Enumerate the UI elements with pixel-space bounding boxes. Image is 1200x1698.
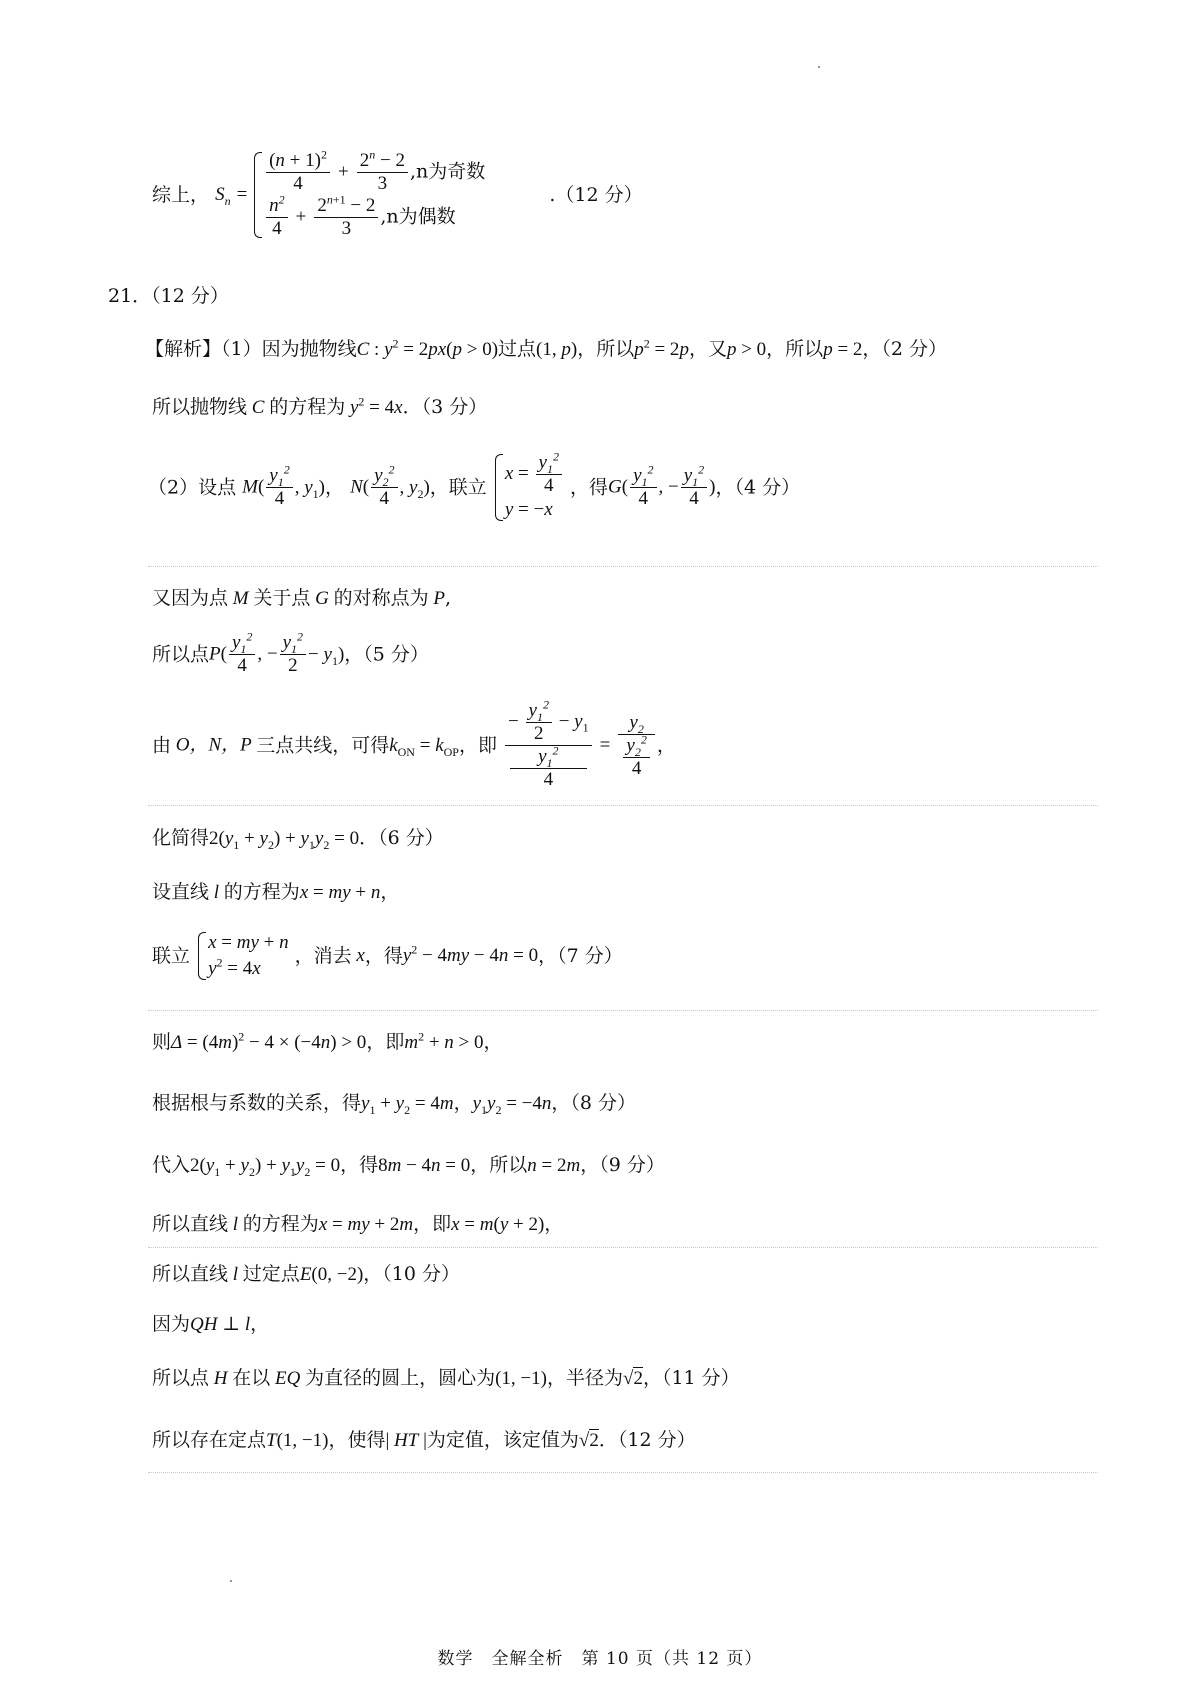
text-p16d: ，半径为: [546, 1367, 623, 1389]
parabola-equation-line: 所以抛物线 C 的方程为 $y^2 = 4x$．（3 分）: [152, 394, 488, 418]
line-l-setup: 设直线 l 的方程为x = my + n，: [152, 881, 400, 903]
text-lianli: ，联立: [429, 476, 487, 499]
text-p16: 所以点: [152, 1367, 210, 1389]
points-4: ，（4 分）: [715, 476, 801, 499]
text-p6a: 由: [152, 734, 172, 757]
text-p14: 所以直线: [152, 1263, 229, 1285]
text-p13b: 的方程为: [242, 1213, 319, 1235]
points-5: ，（5 分）: [344, 643, 429, 666]
text-p12b: ，得: [340, 1154, 379, 1176]
points-3: ．（3 分）: [402, 396, 488, 418]
page-footer: 数学 全解全析 第 10 页（共 12 页）: [437, 1649, 763, 1669]
text-p9c: ，得: [364, 945, 403, 967]
text-p6b: 三点共线，可得: [256, 734, 390, 757]
odd-case-label: ,n为奇数: [409, 160, 486, 183]
text-p10b: ，即: [366, 1031, 405, 1053]
text-and: ，又: [688, 338, 727, 360]
text-get: ，得: [569, 476, 608, 499]
even-case-label: ,n为偶数: [380, 205, 456, 228]
text-p9b: ，消去: [294, 945, 352, 967]
scan-speck: [230, 1580, 232, 1582]
discriminant-line: 则$\Delta = (4m)^2 - 4 \times (-4n) > 0$，即$m^2 + n > 0$，: [152, 1029, 503, 1053]
fixed-point-line: 所以直线 l 过定点E(0, −2)，（10 分）: [152, 1263, 461, 1285]
text-so: ，所以: [577, 338, 635, 360]
text-p5: 所以点: [152, 643, 210, 666]
vieta-line: 根据根与系数的关系，得$y_1 + y_2 = 4m$，$y_1y_2 = -4n$，（8 分）: [152, 1092, 637, 1117]
text-p11: 根据根与系数的关系，得: [152, 1092, 362, 1114]
line-l-equation: 所以直线 l 的方程为x = my + 2m，即x = m(y + 2)，: [152, 1213, 564, 1235]
text-p16c: 为直径的圆上，圆心为: [305, 1367, 496, 1389]
dotted-separator: [148, 566, 1098, 567]
text-p16b: 在以: [232, 1367, 271, 1389]
perpendicular-line: 因为QH ⊥ l，: [152, 1313, 270, 1335]
dotted-separator: [148, 805, 1098, 806]
symmetric-point-line: 又因为点 M 关于点 G 的对称点为 P,: [152, 587, 452, 609]
dotted-separator: [148, 1010, 1098, 1011]
text-comma: ，: [325, 476, 345, 499]
text-p17c: 为定值，该定值为: [426, 1429, 579, 1451]
points-2: ，（2 分）: [862, 338, 948, 360]
points-12: ．（12 分）: [598, 1429, 696, 1451]
summary-line: 综上， $S_n$ = $\frac{(n + 1)^2}{4}$ + $\frac{2^n - 2}{3}$ ,n为奇数 $\frac{n^2}{4}$ + $\frac{2^{n+1} - 2}{3}$ ,n为偶数 .（12 分）: [152, 147, 643, 239]
points-8: ，（8 分）: [551, 1092, 637, 1114]
text-p4b: 关于点: [253, 587, 311, 609]
dotted-separator: [148, 1247, 1098, 1248]
text-so-2: ，所以: [766, 338, 824, 360]
text-p13c: ，即: [413, 1213, 452, 1235]
conclusion-line: 所以存在定点T(1, −1)，使得| HT |为定值，该定值为√2．（12 分）: [152, 1429, 696, 1451]
circle-line: 所以点 H 在以 EQ 为直径的圆上，圆心为(1, −1)，半径为√2，（11 分）: [152, 1367, 740, 1389]
scan-speck: [818, 66, 820, 68]
points-7: ，（7 分）: [538, 945, 623, 967]
points-6: ．（6 分）: [359, 827, 444, 849]
summary-prefix: 综上，: [152, 184, 210, 206]
text-p15: 因为: [152, 1313, 191, 1335]
text-p9: 联立: [152, 945, 191, 967]
text-p8: 设直线: [152, 881, 210, 903]
system-brace-2: x = my + n $y^2 = 4x$: [196, 930, 289, 982]
text-p2-mid: 的方程为: [269, 396, 346, 418]
text-p14b: 过定点: [242, 1263, 300, 1285]
simplify-line: 化简得$2(y_1 + y_2) + y_1y_2 = 0$．（6 分）: [152, 827, 444, 852]
text-p2: 所以抛物线: [152, 396, 248, 418]
summary-points: .（12 分）: [549, 184, 643, 206]
text-p4: 又因为点: [152, 587, 229, 609]
text-pass-point: 过点: [498, 338, 537, 360]
points-10: ，（10 分）: [363, 1263, 461, 1285]
text-p10: 则: [152, 1031, 172, 1053]
part2-points-line: （2）设点 M( $\frac{y_1^2}{4}$ , $y_1$)， N( $\frac{y_2^2}{4}$ , $y_2$)，联立 x = $\frac{y_1^2}{4}$ y = −x ，得G( $\frac{y_1^2}{4}$ , − $\frac{y_1^2}{4}$ )，（4 分）: [148, 452, 800, 523]
text-p13: 所以直线: [152, 1213, 229, 1235]
collinear-line: 由 O，N，P 三点共线，可得$k_{ON} = k_{OP}$，即 − $\frac{y_1^2}{2}$ − $y_1$ $y_1^2$ 4 = $y_2$ $y_2^2$ 4 ，: [152, 697, 676, 790]
text-p17b: ，使得: [328, 1429, 386, 1451]
point-p-line: 所以点P( $\frac{y_1^2}{4}$ , − $\frac{y_1^2}{2}$ − $y_1$)，（5 分）: [152, 629, 429, 676]
solution-part1-line: 【解析】（1）因为抛物线C : $y^2 = 2px(p > 0)$过点(1, p)，所以$p^2 = 2p$，又p > 0，所以p = 2，（2 分）: [145, 336, 948, 360]
text-p3a: （2）设点: [148, 476, 237, 499]
solution-label: 【解析】（1）因为抛物线: [145, 338, 357, 360]
text-p12: 代入: [152, 1154, 191, 1176]
text-p4c: 的对称点为: [333, 587, 429, 609]
substitute-line: 代入$2(y_1 + y_2) + y_1y_2 = 0$，得8m − 4n = 0，所以n = 2m，（9 分）: [152, 1154, 665, 1179]
points-11: ，（11 分）: [642, 1367, 740, 1389]
system-brace-1: x = $\frac{y_1^2}{4}$ y = −x: [493, 452, 564, 523]
dotted-separator: [148, 1472, 1098, 1473]
text-p6c: ，即: [458, 734, 497, 757]
text-p12c: ，所以: [470, 1154, 528, 1176]
points-9: ，（9 分）: [580, 1154, 665, 1176]
text-p7: 化简得: [152, 827, 210, 849]
question-21-header: 21．（12 分）: [108, 285, 229, 307]
system-line-2: 联立 x = my + n $y^2 = 4x$ ，消去 x，得$y^2 - 4my - 4n = 0$，（7 分）: [152, 930, 623, 982]
text-p17: 所以存在定点: [152, 1429, 267, 1451]
piecewise-brace: $\frac{(n + 1)^2}{4}$ + $\frac{2^n - 2}{3}$ ,n为奇数 $\frac{n^2}{4}$ + $\frac{2^{n+1} - 2}{3}$ ,n为偶数: [252, 150, 485, 240]
text-p8b: 的方程为: [223, 881, 300, 903]
